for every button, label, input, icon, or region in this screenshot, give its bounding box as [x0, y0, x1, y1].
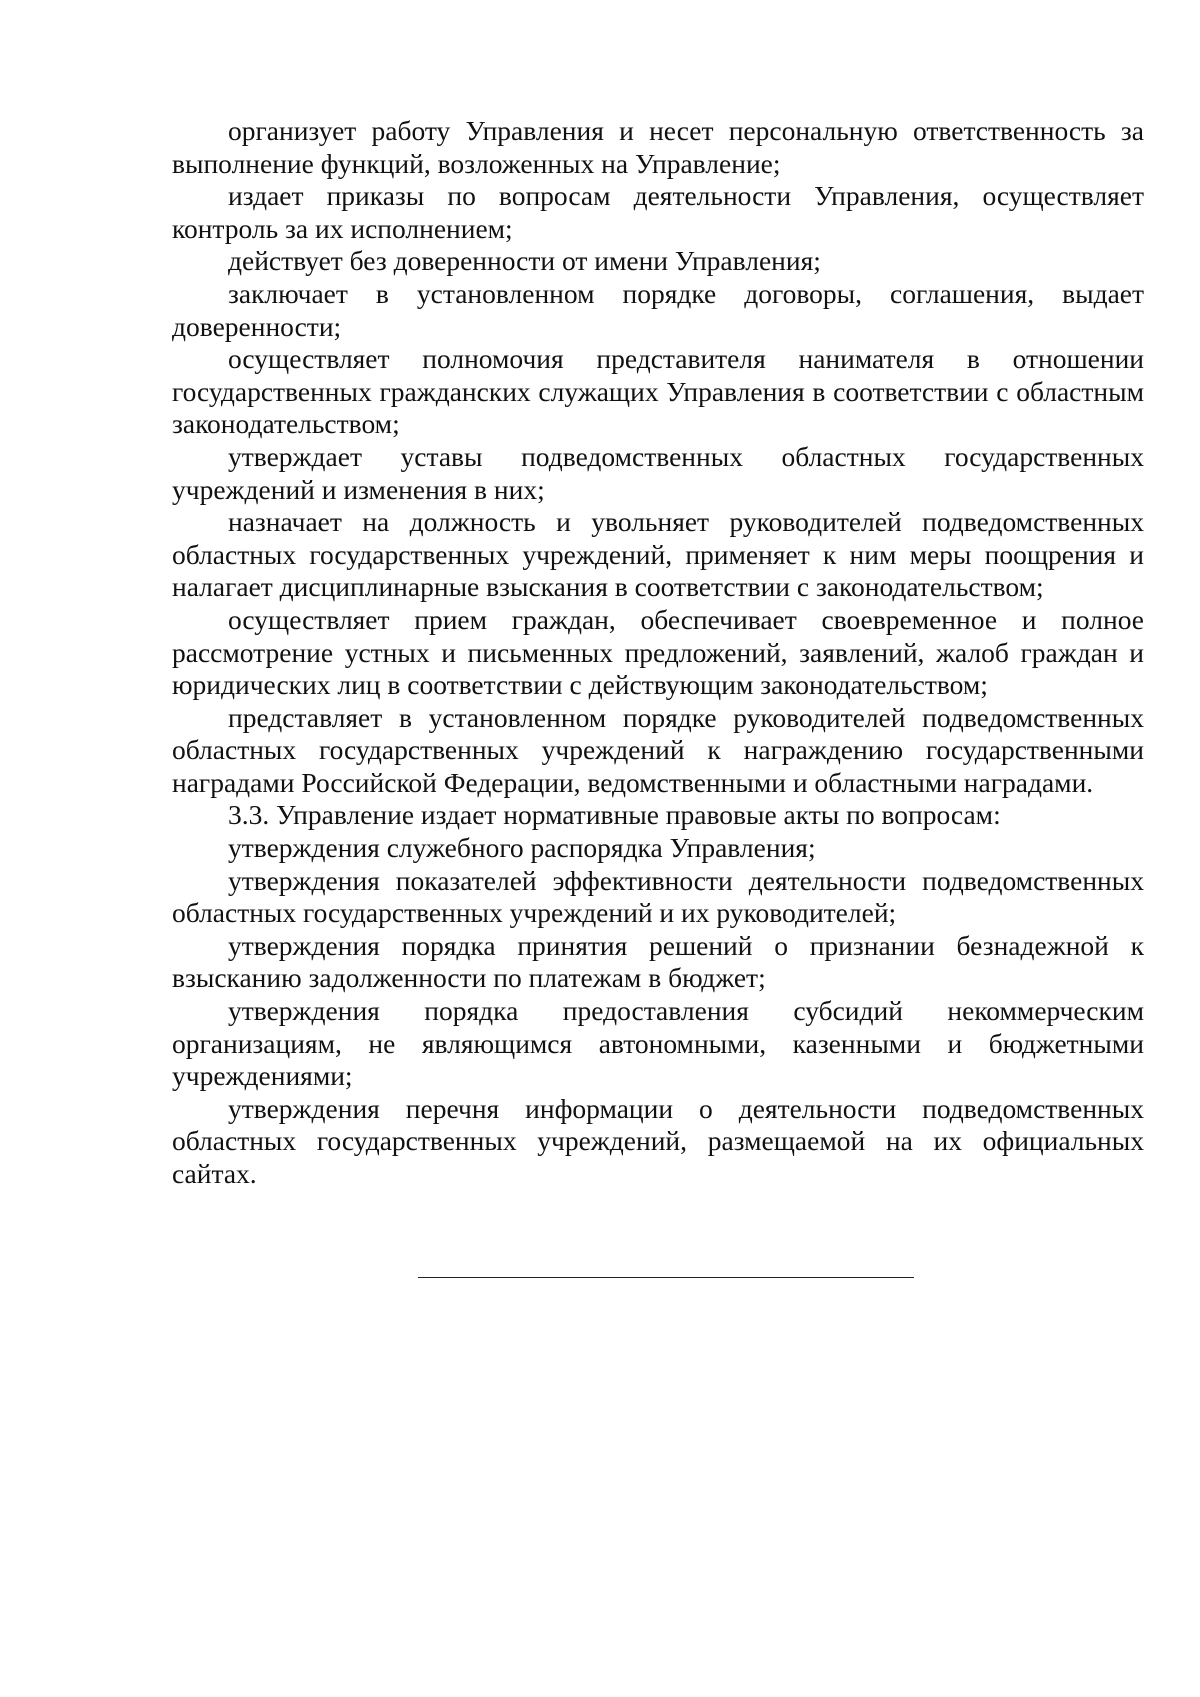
- paragraph: заключает в установленном порядке договоры, соглашения, выдает доверенности;: [172, 277, 1144, 342]
- paragraph: утверждает уставы подведомственных областных государственных учреждений и изменения в них;: [172, 440, 1144, 505]
- paragraph: назначает на должность и увольняет руководителей подведомственных областных государственных учреждений, применяет к ним меры поощрения и налагает дисциплинарные взыскания в соответствии с законодательством;: [172, 506, 1144, 603]
- document-body: [172, 115, 1144, 1191]
- paragraph: издает приказы по вопросам деятельности Управления, осуществляет контроль за их исполнением;: [172, 180, 1144, 244]
- paragraph: осуществляет прием граждан, обеспечивает своевременное и полное рассмотрение устных и письменных предложений, заявлений, жалоб граждан и юридических лиц в соответствии с действующим законодательством;: [172, 603, 1144, 701]
- section-heading-3-3: 3.3. Управление издает нормативные правовые акты по вопросам:: [228, 799, 1001, 831]
- paragraph: утверждения перечня информации о деятельности подведомственных областных государственных учреждений, размещаемой на их официальных сайтах.: [172, 1092, 1144, 1189]
- paragraph: утверждения показателей эффективности деятельности подведомственных областных государственных учреждений и их руководителей;: [172, 864, 1144, 929]
- paragraph: действует без доверенности от имени Управления;: [228, 245, 821, 277]
- paragraph: представляет в установленном порядке руководителей подведомственных областных государственных учреждений к награждению государственными наградами Российской Федерации, ведомственными и областными наградами.: [172, 701, 1144, 798]
- paragraph: утверждения порядка принятия решений о признании безнадежной к взысканию задолженности по платежам в бюджет;: [172, 929, 1144, 994]
- paragraph: утверждения служебного распорядка Управления;: [228, 832, 816, 864]
- paragraph: организует работу Управления и несет персональную ответственность за выполнение функций, возложенных на Управление;: [172, 115, 1144, 179]
- end-separator-line: [418, 1277, 914, 1278]
- paragraph: осуществляет полномочия представителя нанимателя в отношении государственных гражданских служащих Управления в соответствии с областным законодательством;: [172, 343, 1144, 440]
- paragraph: утверждения порядка предоставления субсидий некоммерческим организациям, не являющимся автономными, казенными и бюджетными учреждениями;: [172, 995, 1144, 1092]
